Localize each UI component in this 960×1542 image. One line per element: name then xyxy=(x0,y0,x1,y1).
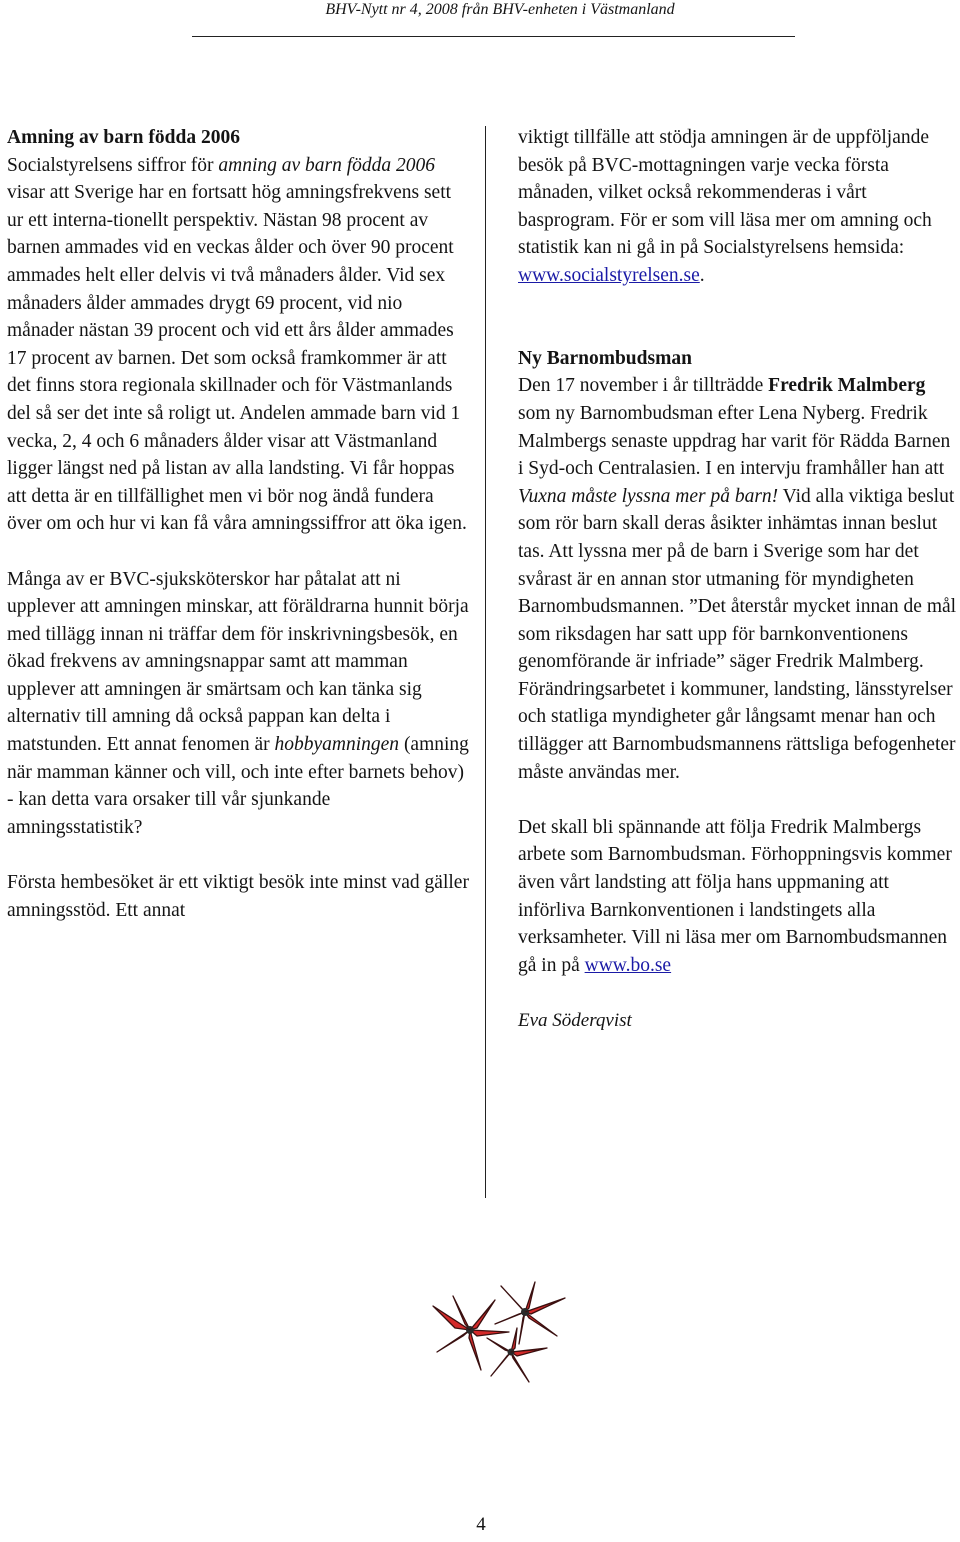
paragraph-text: Vid alla viktiga beslut som rör barn skall deras åsikter inhämtas innan beslut tas. Att lyssna mer på de barn i Sverige som har det svårast är en annan stor utmaning för myndigheten Barnombudsmannen. ”Det återstår mycket innan de mål som riksdagen har satt upp för barnkonventionens genomförande är infriade” säger Fredrik Malmberg. Förändringsarbetet i kommuner, landsting, länsstyrelser och statliga myndigheter går långsamt menar han och tillägger att Barnombudsmannens rättsliga befogenheter måste användas mer. xyxy=(518,485,957,783)
paragraph-text: Det skall bli spännande att följa Fredrik Malmbergs arbete som Barnombudsman. Förhoppningsvis kommer även vårt landsting att följa hans uppmaning att införliva Barnkonventionen i landstingets alla verksamheter. Vill ni läsa mer om Barnombudsmannen gå in på xyxy=(518,816,952,976)
article2-paragraph-2 xyxy=(518,814,960,980)
paragraph-text: (amning när mamman känner och vill, och inte efter barnets behov) - kan detta vara orsaker till vår sjunkande amningsstatistik? xyxy=(7,734,469,838)
header-rule xyxy=(192,36,795,37)
paragraph-text: Många av er BVC-sjuksköterskor har påtalat att ni upplever att amningen minskar, att föräldrarna hunnit börja med tillägg innan ni träffar dem för inskrivningsbesök, en ökad frekvens av amningsnappar samt att mamman upplever att amningen är smärtsam och kan tänka sig alternativ till amning då också pappan kan delta i matstunden. Ett annat fenomen är xyxy=(7,568,469,756)
emphasis-text: hobbyamningen xyxy=(274,734,400,756)
left-column xyxy=(7,124,469,924)
flower-graphic xyxy=(425,1278,577,1390)
emphasis-text: amning av barn födda 2006 xyxy=(218,154,436,176)
paragraph-text: Socialstyrelsens siffror för xyxy=(7,154,219,176)
running-title: BHV-Nytt nr 4, 2008 från BHV-enheten i Västmanland xyxy=(325,1,675,18)
column-divider xyxy=(485,126,486,1198)
bo-link[interactable]: www.bo.se xyxy=(584,954,672,976)
article-paragraph-1 xyxy=(7,152,469,538)
paragraph-text: viktigt tillfälle att stödja amningen är de uppföljande besök på BVC-mottagningen varje vecka första månaden, vilket också rekommenderas i vårt basprogram. För er som vill läsa mer om amning och statistik kan ni gå in på Socialstyrelsens hemsida: xyxy=(518,127,932,259)
emphasis-text: Vuxna måste lyssna mer på barn! xyxy=(518,485,779,507)
paragraph-text: . xyxy=(699,264,705,286)
paragraph-text: som ny Barnombudsman efter Lena Nyberg. Fredrik Malmbergs senaste uppdrag har varit för Rädda Barnen i Syd-och Centralasien. I en intervju framhåller han att xyxy=(518,402,951,480)
article2-paragraph-1 xyxy=(518,372,960,786)
paragraph-text: Den 17 november i år tillträdde xyxy=(518,375,769,397)
poinsettia-flowers-icon xyxy=(425,1278,577,1390)
article-title-barnombudsman: Ny Barnombudsman xyxy=(518,347,692,369)
paragraph-text: visar att Sverige har en fortsatt hög amningsfrekvens sett ur ett interna-tionellt perspektiv. Nästan 98 procent av barnen ammades vid en veckas ålder och över 90 procent ammades helt eller delvis vi två månaders ålder. Vid sex månaders ålder ammades drygt 69 procent, vid nio månader nästan 39 procent och vid ett års ålder ammades 17 procent av barnen. Det som också framkommer är att det finns stora regionala skillnader och för Västmanlands del så ser det inte så roligt ut. Andelen ammade barn vid 1 vecka, 2, 4 och 6 månaders ålder visar att Västmanland ligger längst ned på listan av alla landsting. Vi får hoppas att detta är en tillfällighet men vi bör nog ändå fundera över om och hur vi kan få våra amningssiffror att öka igen. xyxy=(7,182,467,535)
socialstyrelsen-link[interactable]: www.socialstyrelsen.se xyxy=(518,264,700,286)
article-title-amning: Amning av barn födda 2006 xyxy=(7,127,240,148)
article-paragraph-4 xyxy=(518,124,960,290)
bold-name-text: Fredrik Malmberg xyxy=(768,375,926,397)
right-column xyxy=(518,124,960,1035)
article-paragraph-3: Första hembesöket är ett viktigt besök inte minst vad gäller amningsstöd. Ett annat xyxy=(7,872,469,921)
author-signature: Eva Söderqvist xyxy=(518,1010,632,1031)
article-paragraph-2 xyxy=(7,566,469,842)
page-number: 4 xyxy=(476,1514,486,1535)
